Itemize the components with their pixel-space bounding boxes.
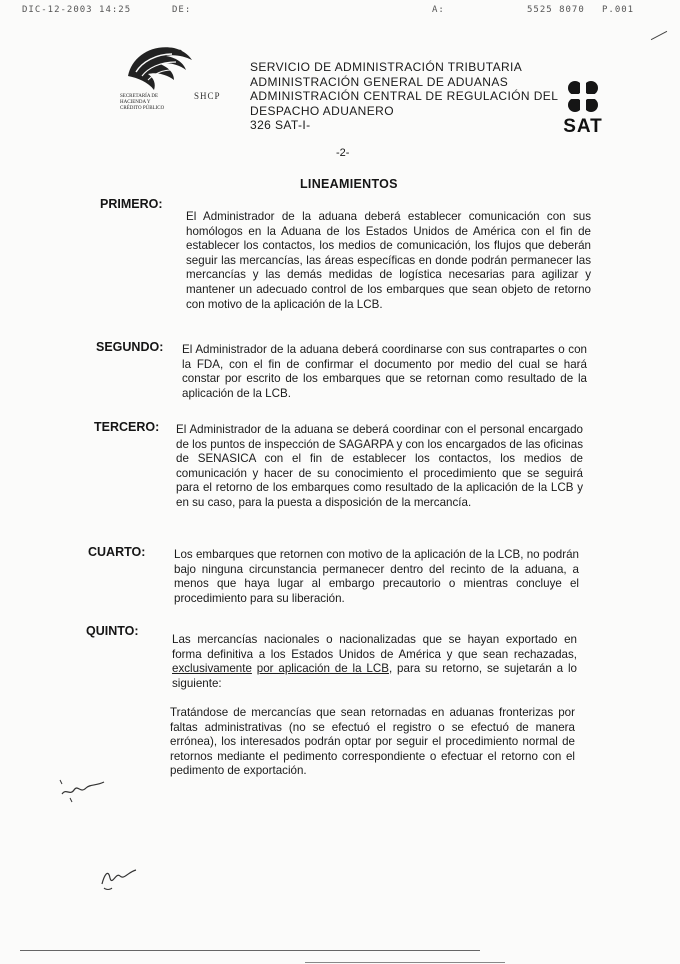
agency-header	[250, 60, 558, 133]
section-text-quinto-paragraph-2: Tratándose de mercancías que sean retornadas en aduanas fronterizas por faltas administrativas (no se efectuó el registro o se efectuó de manera errónea), los interesados podrán optar por seguir el procedimiento normal de retornos mediante el pedimento correspondiente o efectuar el retorno con el pedimento de exportación.	[170, 706, 575, 778]
sat-wordmark: SAT	[563, 116, 603, 137]
fax-sender-label: DE:	[172, 5, 192, 15]
handwritten-initials-lower-icon	[96, 858, 142, 892]
bottom-rule	[20, 950, 480, 951]
section-text-segundo: El Administrador de la aduana deberá coordinarse con sus contrapartes o con la FDA, con el fin de confirmar el documento por medio del cual se hará constar por escrito de los embarques que se retornan como resultado de la aplicación de la LCB.	[182, 343, 587, 400]
fax-number: 5525 8070	[527, 5, 585, 15]
section-text-quinto: Las mercancías nacionales o nacionalizadas que se hayan exportado en forma definitiva a los Estados Unidos de América y que sean rechazadas, exclusivamente por aplicación de la LCB, para su retorno, se sujetarán a lo siguiente:	[172, 633, 577, 690]
section-text-cuarto: Los embarques que retornen con motivo de la aplicación de la LCB, no podrán bajo ninguna circunstancia permanecer dentro del recinto de la aduana, a menos que haya lugar al embargo precautorio o mientras concluye el procedimiento para su liberación.	[174, 548, 579, 605]
edge-mark	[651, 31, 667, 40]
eagle-emblem-icon	[122, 42, 194, 94]
shcp-seal-logo	[100, 42, 220, 130]
section-label-cuarto: CUARTO:	[88, 545, 146, 559]
agency-line-3: ADMINISTRACIÓN CENTRAL DE REGULACIÓN DEL	[250, 89, 559, 103]
handwritten-initials-upper-icon	[56, 770, 116, 806]
fax-page-number: P.001	[602, 5, 635, 15]
underlined-por-aplicacion: por aplicación de la LCB	[256, 662, 389, 676]
sat-clover-icon	[550, 78, 616, 118]
section-label-primero: PRIMERO:	[100, 197, 163, 211]
section-text-tercero: El Administrador de la aduana se deberá coordinar con el personal encargado de los puntos de inspección de SAGARPA y con los encargados de las oficinas de SENASICA con el fin de establecer los contactos, los medios de comunicación y hacer de su conocimiento el procedimiento que se seguirá para el retorno de los embarques como resultado de la aplicación de la LCB y en su caso, para la puesta a disposición de la mercancía.	[176, 423, 583, 509]
sat-logo	[550, 78, 616, 138]
fax-recipient-label: A:	[432, 5, 445, 15]
document-title: LINEAMIENTOS	[300, 177, 398, 191]
seal-caption: SECRETARÍA DE HACIENDA Y CRÉDITO PÚBLICO	[120, 94, 165, 111]
section-text-primero: El Administrador de la aduana deberá establecer comunicación con sus homólogos en la Aduana de los Estados Unidos de América con el fin de establecer los contactos, los medios de comunicación, los flujos que deberán seguir las mercancías, las áreas específicas en donde podrán permanecer las mercancías y las demás medidas de logística necesarias para agilizar y mantener un adecuado control de los embarques que sean objeto de retorno con motivo de la aplicación de la LCB.	[186, 210, 591, 311]
page-number: -2-	[336, 147, 350, 159]
underlined-exclusivamente: exclusivamente	[172, 662, 252, 676]
agency-line-4: DESPACHO ADUANERO	[250, 103, 394, 118]
agency-line-2: ADMINISTRACIÓN GENERAL DE ADUANAS	[250, 74, 509, 89]
fax-date-time: DIC-12-2003 14:25	[22, 5, 132, 15]
section-label-tercero: TERCERO:	[94, 420, 160, 434]
fax-header	[22, 5, 652, 19]
seal-mark: SHCP	[194, 91, 221, 101]
section-label-quinto: QUINTO:	[86, 624, 139, 638]
document-reference: 326 SAT-I-	[250, 118, 311, 132]
agency-line-1: SERVICIO DE ADMINISTRACIÓN TRIBUTARIA	[250, 60, 523, 74]
bottom-rule-2	[305, 962, 505, 963]
section-label-segundo: SEGUNDO:	[96, 340, 164, 354]
